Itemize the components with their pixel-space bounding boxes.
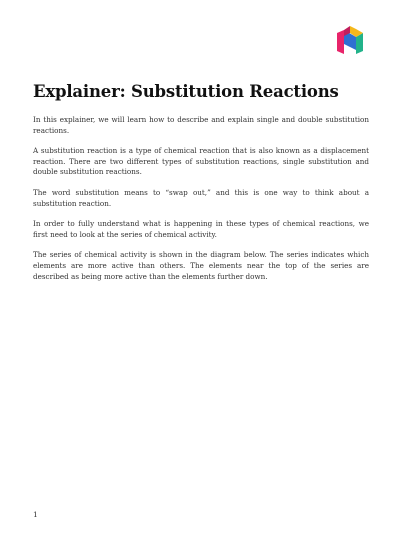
word-meaning-paragraph: The word substitution means to “swap out,” and this is one way to think about a substitution reaction. — [33, 187, 369, 208]
activity-series-intro-paragraph: In order to fully understand what is happening in these types of chemical reactions, we first need to look at the series of chemical activity. — [33, 219, 369, 239]
document-body — [33, 82, 369, 292]
activity-series-description-paragraph: The series of chemical activity is shown in the diagram below. The series indicates which elements are more active than others. The elements near the top of the series are described as being more active than the elements further down. — [33, 250, 369, 281]
page-title: Explainer: Substitution Reactions — [33, 82, 339, 101]
definition-paragraph: A substitution reaction is a type of chemical reaction that is also known as a displacement reaction. There are two different types of substitution reactions, single substitution and double substitution reactions. — [33, 146, 369, 177]
intro-paragraph: In this explainer, we will learn how to describe and explain single and double substitution reactions. — [33, 115, 369, 135]
page-number: 1 — [33, 510, 38, 519]
nagwa-logo-icon — [334, 24, 366, 56]
